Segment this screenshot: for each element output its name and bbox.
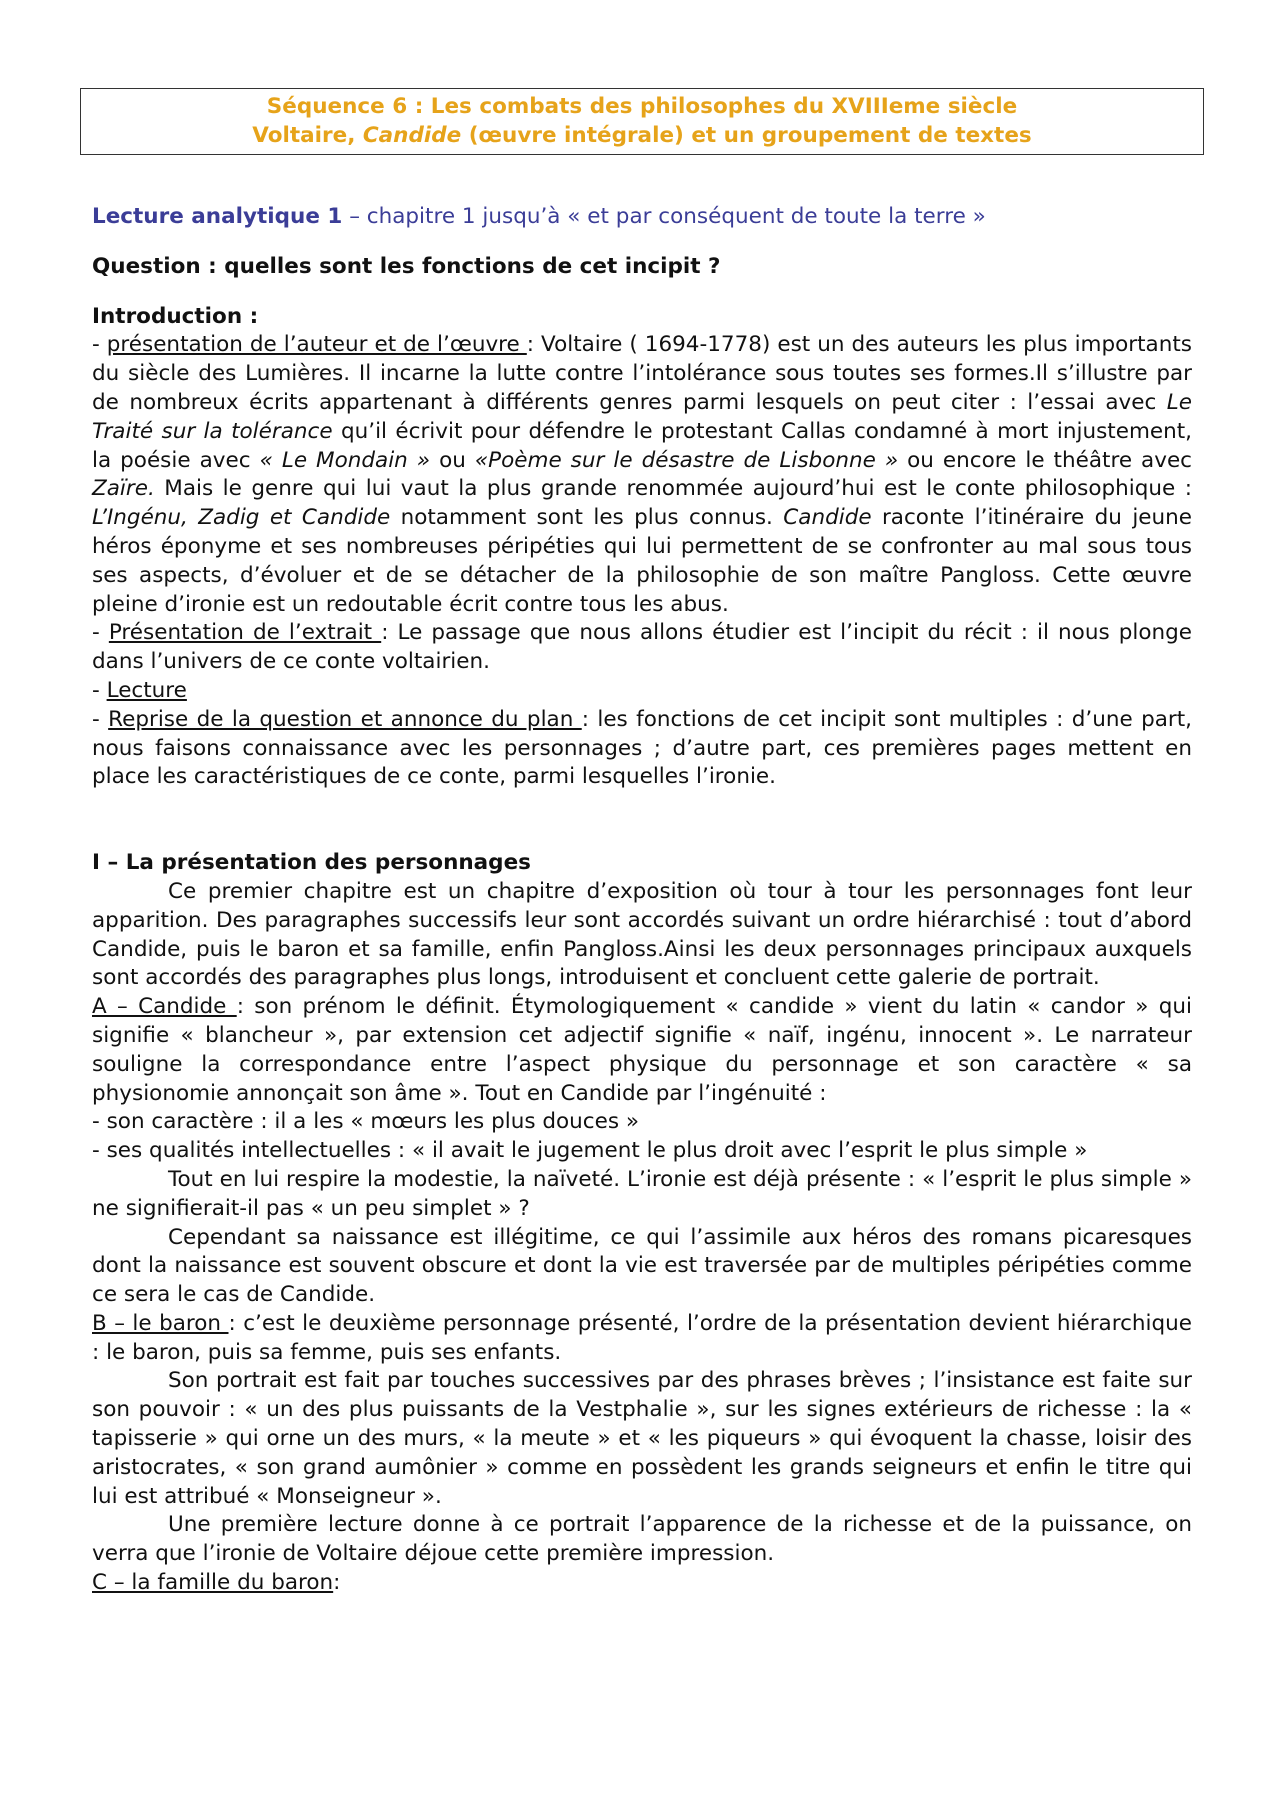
section-a-paragraph: Cependant sa naissance est illégitime, ce qui l’assimile aux héros des romans picaresques dont la naissance est souvent obscure et dont la vie est traversée par de multiples péripéties comme ce sera le cas de Candide. bbox=[92, 1224, 1192, 1308]
part1-heading: I – La présentation des personnages bbox=[92, 850, 531, 876]
section-a-paragraph: Tout en lui respire la modestie, la naïveté. L’ironie est déjà présente : « l’esprit le plus simple » ne signifierait-il pas « un peu simplet » ? bbox=[92, 1166, 1192, 1221]
intro-heading: Introduction : bbox=[92, 303, 259, 329]
section-b-paragraph: Une première lecture donne à ce portrait l’apparence de la richesse et de la puissance, on verra que l’ironie de Voltaire déjoue cette première impression. bbox=[92, 1512, 1192, 1567]
sequence-title-box bbox=[80, 88, 1204, 155]
section-a-list-item: - son caractère : il a les « mœurs les plus douces » bbox=[92, 1109, 640, 1135]
section-a-list-item: - ses qualités intellectuelles : « il avait le jugement le plus droit avec l’esprit le plus simple » bbox=[92, 1138, 1088, 1164]
document-page bbox=[92, 88, 1192, 1598]
sequence-title-line2: Voltaire, Candide (œuvre intégrale) et un groupement de textes bbox=[252, 123, 1032, 148]
intro-paragraph-author: - présentation de l’auteur et de l’œuvre : Voltaire ( 1694-1778) est un des auteurs les plus importants du siècle des Lumières. Il incarne la lutte contre l’intolérance sous toutes ses formes.Il s’illustre par de nombreux écrits appartenant à différents genres parmi lesquels on peut citer : l’essai avec Le Traité sur la tolérance qu’il écrivit pour défendre le protestant Callas condamné à mort injustement, la poésie avec « Le Mondain » ou «Poème sur le désastre de Lisbonne » ou encore le théâtre avec Zaïre. Mais le genre qui lui vaut la plus grande renommée aujourd’hui est le conte philosophique : L’Ingénu, Zadig et Candide notamment sont les plus connus. Candide raconte l’itinéraire du jeune héros éponyme et ses nombreuses péripéties qui lui permettent de se confronter au mal sous tous ses aspects, d’évoluer et de se détacher de la philosophie de son maître Pangloss. Cette œuvre pleine d’ironie est un redoutable écrit contre tous les abus. bbox=[92, 332, 1193, 617]
intro-paragraph-extract: - Présentation de l’extrait : Le passage que nous allons étudier est l’incipit du récit : il nous plonge dans l’univers de ce conte voltairien. bbox=[92, 620, 1192, 675]
section-c-famille: C – la famille du baron: bbox=[92, 1570, 341, 1596]
sequence-title-line1: Séquence 6 : Les combats des philosophes du XVIIIeme siècle bbox=[266, 94, 1018, 119]
section-b-paragraph: Son portrait est fait par touches successives par des phrases brèves ; l’insistance est faite sur son pouvoir : « un des plus puissants de la Vestphalie », sur les signes extérieurs de richesse : la « tapisserie » qui orne un des murs, « la meute » et « les piqueurs » qui évoquent la chasse, loisir des aristocrates, « son grand aumônier » comme en possèdent les grands seigneurs et enfin le titre qui lui est attribué « Monseigneur ». bbox=[92, 1368, 1192, 1509]
part1-paragraph-intro: Ce premier chapitre est un chapitre d’exposition où tour à tour les personnages font leur apparition. Des paragraphes successifs leur sont accordés suivant un ordre hiérarchisé : tout d’abord Candide, puis le baron et sa famille, enfin Pangloss.Ainsi les deux personnages principaux auxquels sont accordés des paragraphes plus longs, introduisent et concluent cette galerie de portrait. bbox=[92, 878, 1192, 991]
section-b-baron: B – le baron : c’est le deuxième personnage présenté, l’ordre de la présentation devient hiérarchique : le baron, puis sa femme, puis ses enfants. bbox=[92, 1310, 1192, 1365]
lecture-heading: Lecture analytique 1 – chapitre 1 jusqu’à « et par conséquent de toute la terre » bbox=[92, 204, 986, 229]
section-a-candide: A – Candide : son prénom le définit. Étymologiquement « candide » vient du latin « candor » qui signifie « blancheur », par extension cet adjectif signifie « naïf, ingénu, innocent ». Le narrateur souligne la correspondance entre l’aspect physique du personnage et son caractère « sa physionomie annonçait son âme ». Tout en Candide par l’ingénuité : bbox=[92, 994, 1192, 1106]
question-heading: Question : quelles sont les fonctions de cet incipit ? bbox=[92, 253, 721, 279]
intro-paragraph-plan: - Reprise de la question et annonce du plan : les fonctions de cet incipit sont multiples : d’une part, nous faisons connaissance avec les personnages ; d’autre part, ces premières pages mettent en place les caractéristiques de ce conte, parmi lesquelles l’ironie. bbox=[92, 706, 1192, 790]
intro-paragraph-lecture: - Lecture bbox=[92, 677, 187, 703]
